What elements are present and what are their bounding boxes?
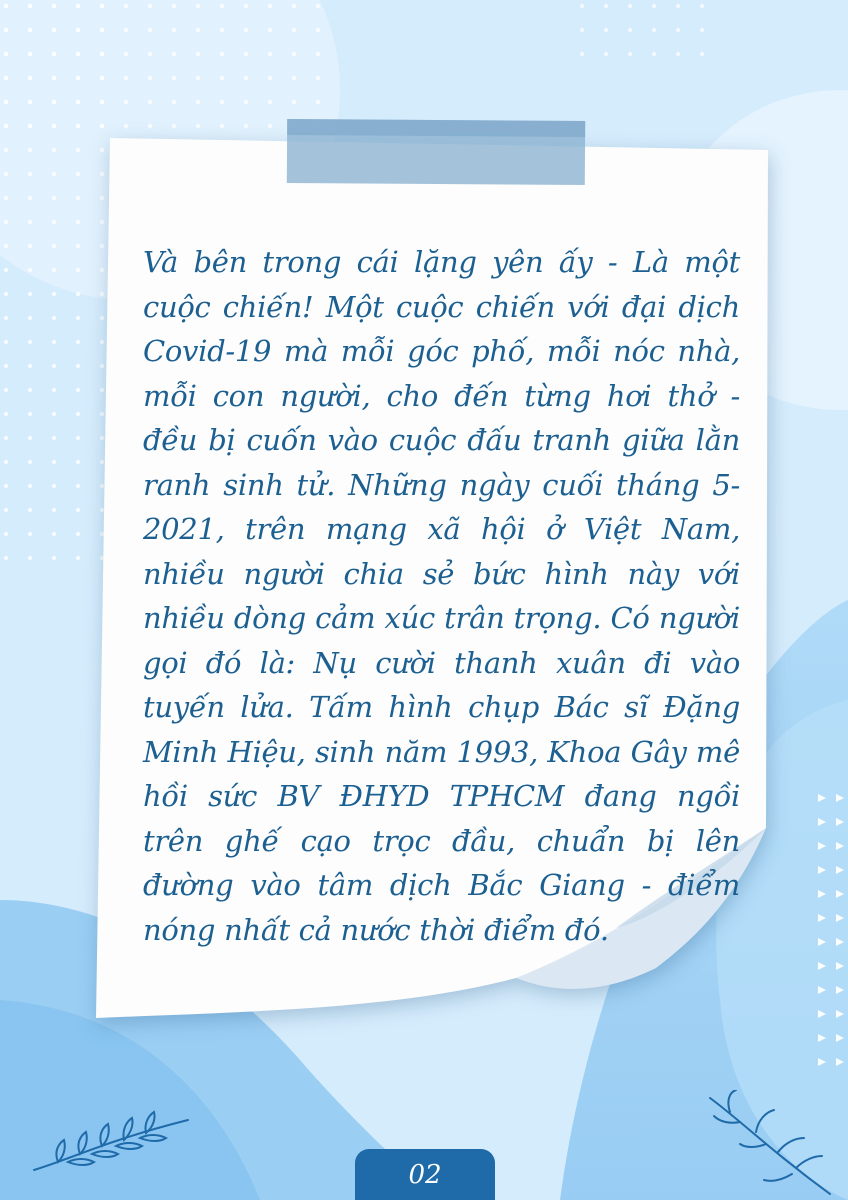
body-paragraph: Và bên trong cái lặng yên ấy - Là một cuộc chiến! Một cuộc chiến với đại dịch Covid-19 mà mỗi góc phố, mỗi nóc nhà, mỗi con người, cho đến từng hơi thở - đều bị cuốn vào cuộc đấu tranh giữa lằn ranh sinh tử. Những ngày cuối tháng 5-2021, trên mạng xã hội ở Việt Nam, nhiều người chia sẻ bức hình này với nhiều dòng cảm xúc trân trọng. Có người gọi đó là: Nụ cười thanh xuân đi vào tuyến lửa. Tấm hình chụp Bác sĩ Đặng Minh Hiệu, sinh năm 1993, Khoa Gây mê hồi sức BV ĐHYD TPHCM đang ngồi trên ghế cạo trọc đầu, chuẩn bị lên đường vào tâm dịch Bắc Giang - điểm nóng nhất cả nước thời điểm đó. xyxy=(143,245,740,947)
page-number: 02 xyxy=(408,1159,442,1190)
page-number-tab xyxy=(355,1149,495,1200)
leaf-branch-icon xyxy=(28,1100,198,1180)
leaf-branch-icon xyxy=(700,1090,840,1200)
tape-strip-icon xyxy=(287,119,585,185)
